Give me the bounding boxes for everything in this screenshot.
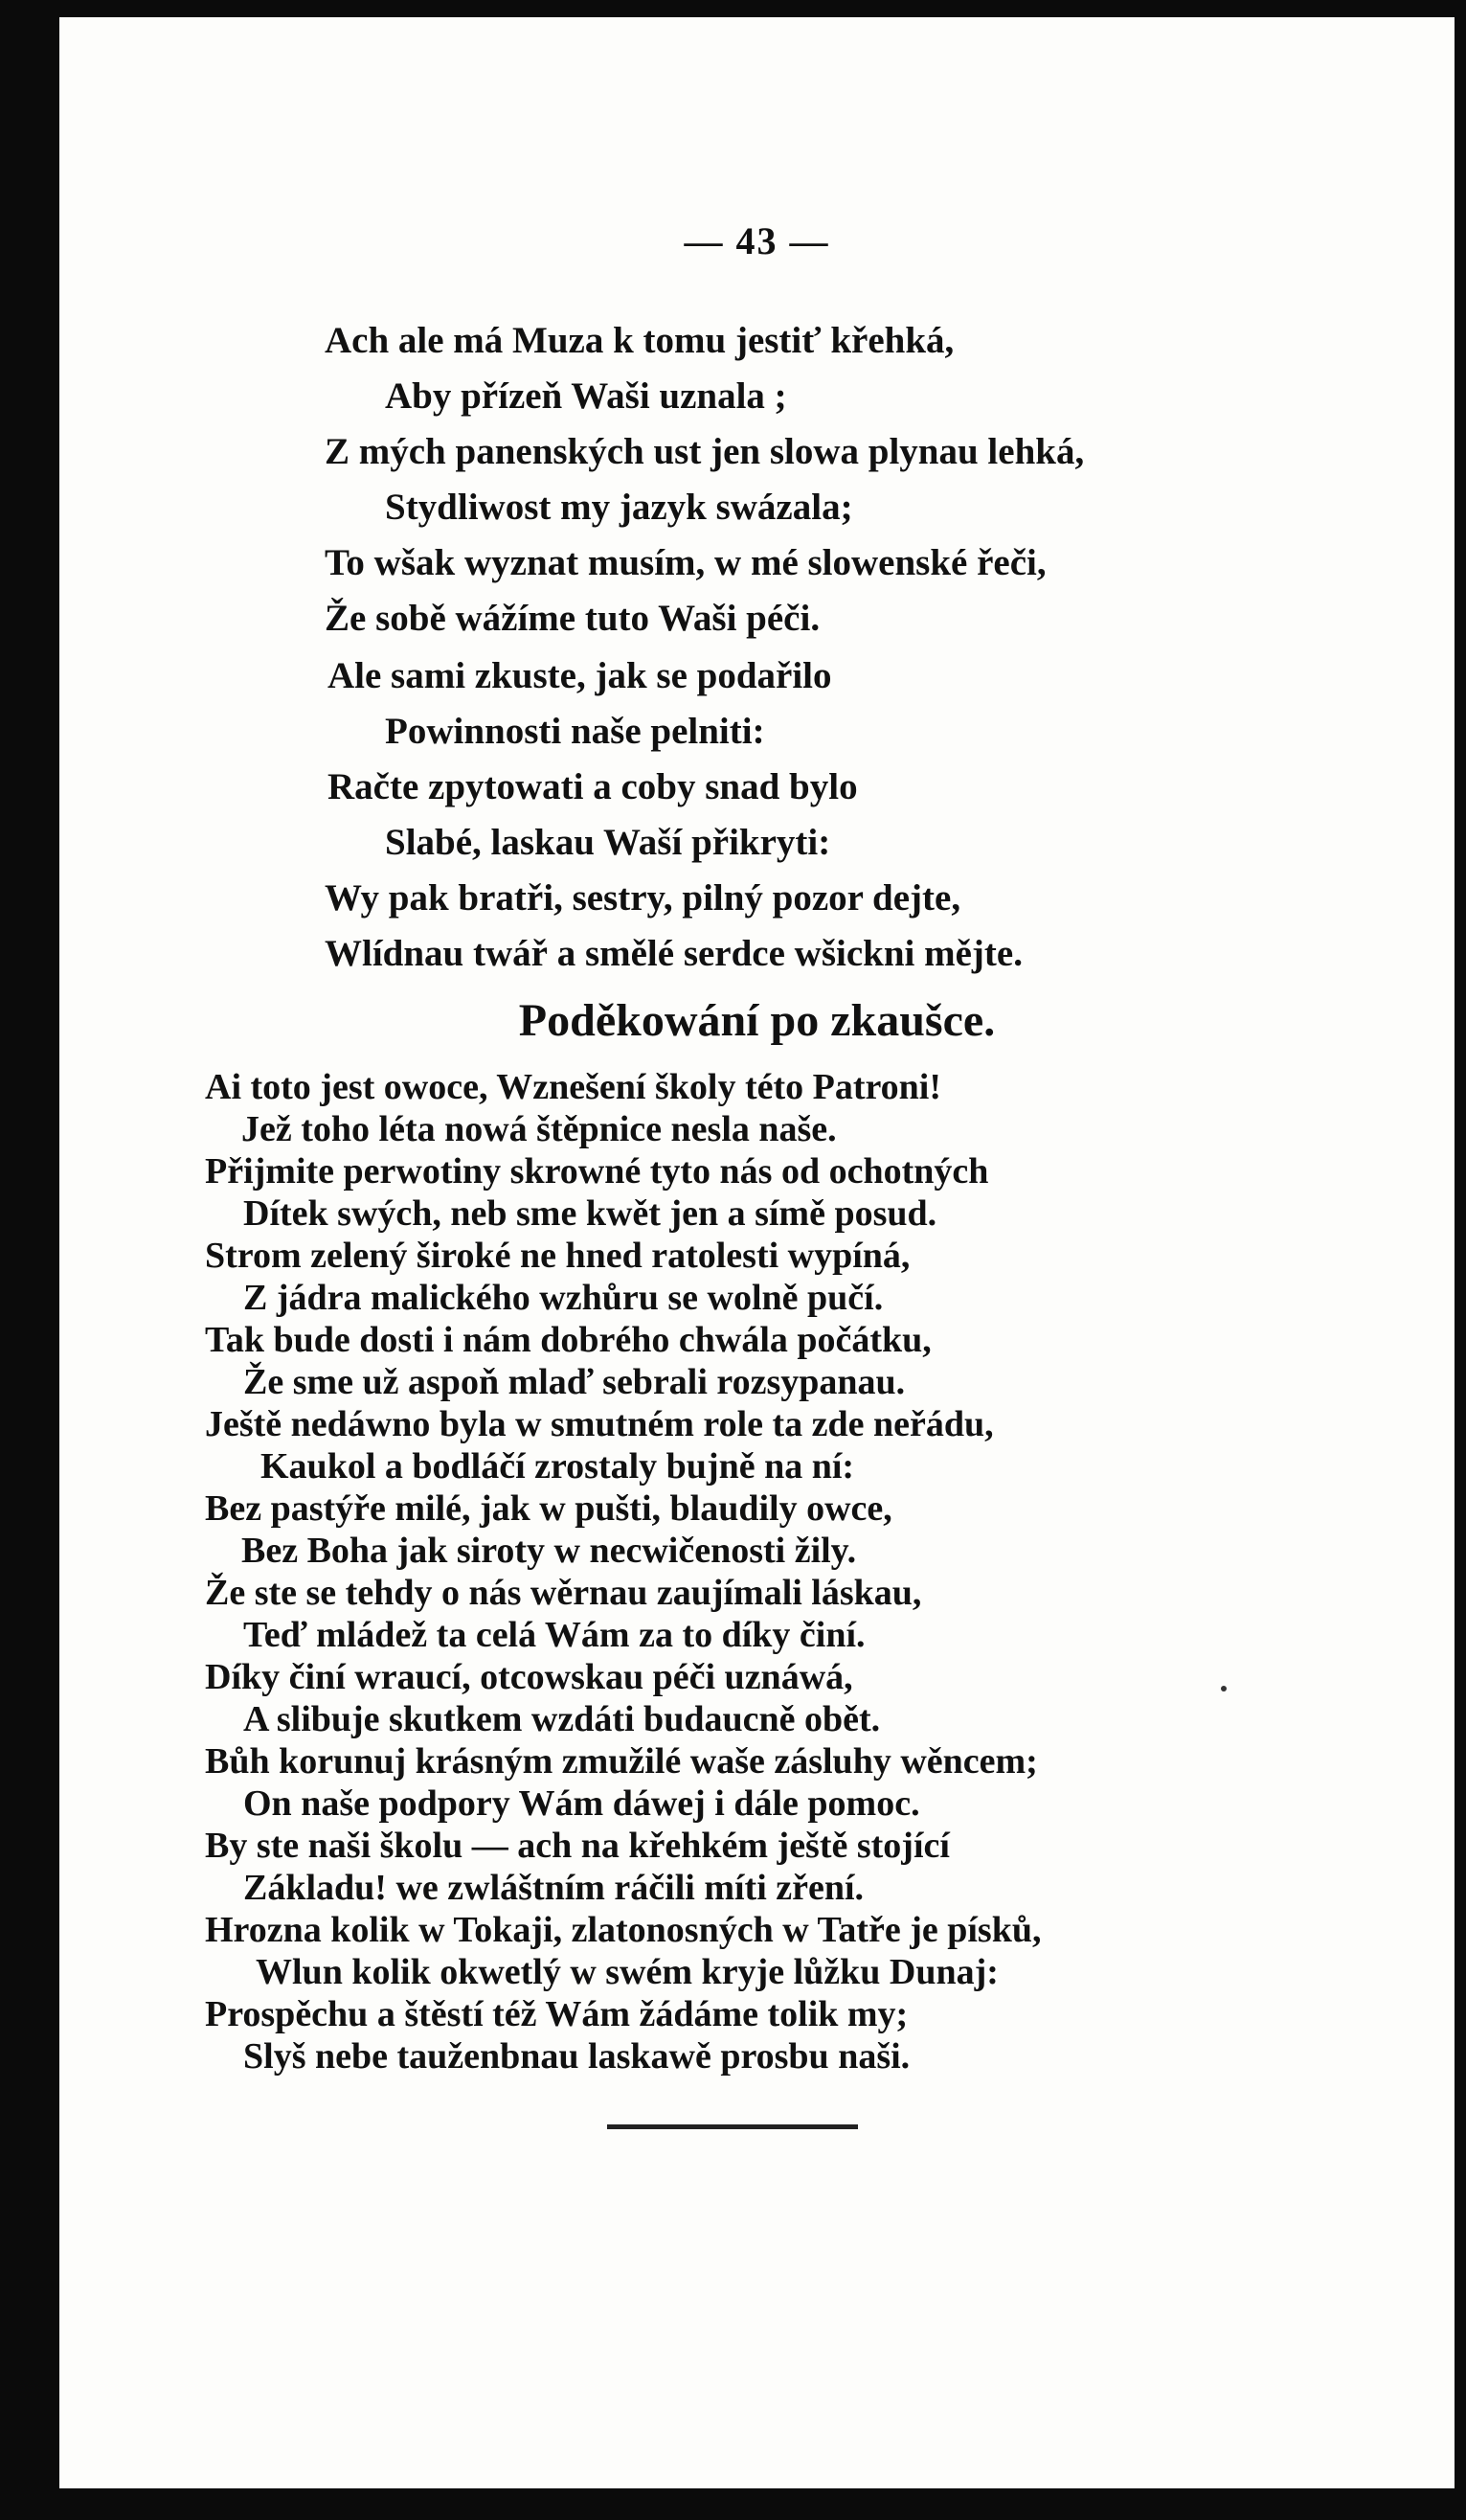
poem-line: Tak bude dosti i nám dobrého chwála počátku, xyxy=(205,1320,932,1360)
poem-line: Stydliwost my jazyk swázala; xyxy=(385,487,853,528)
poem-line: Wlun kolik okwetlý w swém kryje lůžku Dunaj: xyxy=(256,1952,999,1992)
poem-line: Aby přízeň Waši uznala ; xyxy=(385,375,787,417)
poem-line: Díky činí wraucí, otcowskau péči uznáwá, xyxy=(205,1657,853,1697)
poem-line: Kaukol a bodláčí zrostaly bujně na ní: xyxy=(260,1446,855,1487)
poem-line: A slibuje skutkem wzdáti budaucně obět. xyxy=(243,1699,881,1739)
poem-line: Slabé, laskau Waší přikryti: xyxy=(385,822,831,863)
poem-line: Z jádra malického wzhůru se wolně pučí. xyxy=(243,1278,884,1318)
poem-line: Bůh korunuj krásným zmužilé waše zásluhy wěncem; xyxy=(205,1741,1038,1782)
poem-line: Že sme už aspoň mlaď sebrali rozsypanau. xyxy=(243,1362,906,1402)
poem-line: Přijmite perwotiny skrowné tyto nás od ochotných xyxy=(205,1151,989,1192)
poem-line: Wlídnau twář a smělé serdce wšickni mějte. xyxy=(325,933,1023,974)
poem-line: Bez Boha jak siroty w necwičenosti žily. xyxy=(241,1531,857,1571)
poem-line: Strom zelený široké ne hned ratolesti wypíná, xyxy=(205,1236,911,1276)
poem-line: By ste naši školu — ach na křehkém ještě stojící xyxy=(205,1826,950,1866)
poem-line: Jež toho léta nowá štěpnice nesla naše. xyxy=(241,1109,837,1149)
poem-line: Ai toto jest owoce, Wznešení školy této Patroni! xyxy=(205,1067,942,1107)
poem-line: Ale sami zkuste, jak se podařilo xyxy=(327,655,832,696)
poem-line: Bez pastýře milé, jak w pušti, blaudily owce, xyxy=(205,1488,892,1529)
poem-line: Račte zpytowati a coby snad bylo xyxy=(327,766,858,807)
poem-line: To wšak wyznat musím, w mé slowenské řeči, xyxy=(325,542,1047,583)
poem-line: Ještě nedáwno byla w smutném role ta zde neřádu, xyxy=(205,1404,994,1444)
book-page xyxy=(59,17,1455,2488)
section-heading: Poděkowání po zkaušce. xyxy=(518,995,996,1046)
poem-line: Slyš nebe tauženbnau laskawě prosbu naši. xyxy=(243,2036,911,2077)
poem-line: Že sobě wážíme tuto Waši péči. xyxy=(325,598,821,639)
ink-speck xyxy=(1221,1686,1227,1691)
poem-line: Teď mládež ta celá Wám za to díky činí. xyxy=(243,1615,866,1655)
poem-line: Z mých panenských ust jen slowa plynau lehká, xyxy=(325,431,1085,472)
poem-line: Wy pak bratři, sestry, pilný pozor dejte, xyxy=(325,877,961,919)
poem-line: Ach ale má Muza k tomu jestiť křehká, xyxy=(325,320,955,361)
closing-rule xyxy=(607,2124,858,2129)
poem-line: Powinnosti naše pelniti: xyxy=(385,711,765,752)
page-number: — 43 — xyxy=(684,219,830,262)
poem-line: Že ste se tehdy o nás wěrnau zaujímali láskau, xyxy=(205,1573,922,1613)
poem-line: Dítek swých, neb sme kwět jen a símě posud. xyxy=(243,1193,937,1234)
poem-line: Prospěchu a štěstí též Wám žádáme tolik my; xyxy=(205,1994,909,2034)
scan-border xyxy=(0,0,1466,17)
poem-line: Hrozna kolik w Tokaji, zlatonosných w Tatře je písků, xyxy=(205,1910,1042,1950)
poem-line: On naše podpory Wám dáwej i dále pomoc. xyxy=(243,1783,920,1824)
poem-line: Základu! we zwláštním ráčili míti zření. xyxy=(243,1868,865,1908)
